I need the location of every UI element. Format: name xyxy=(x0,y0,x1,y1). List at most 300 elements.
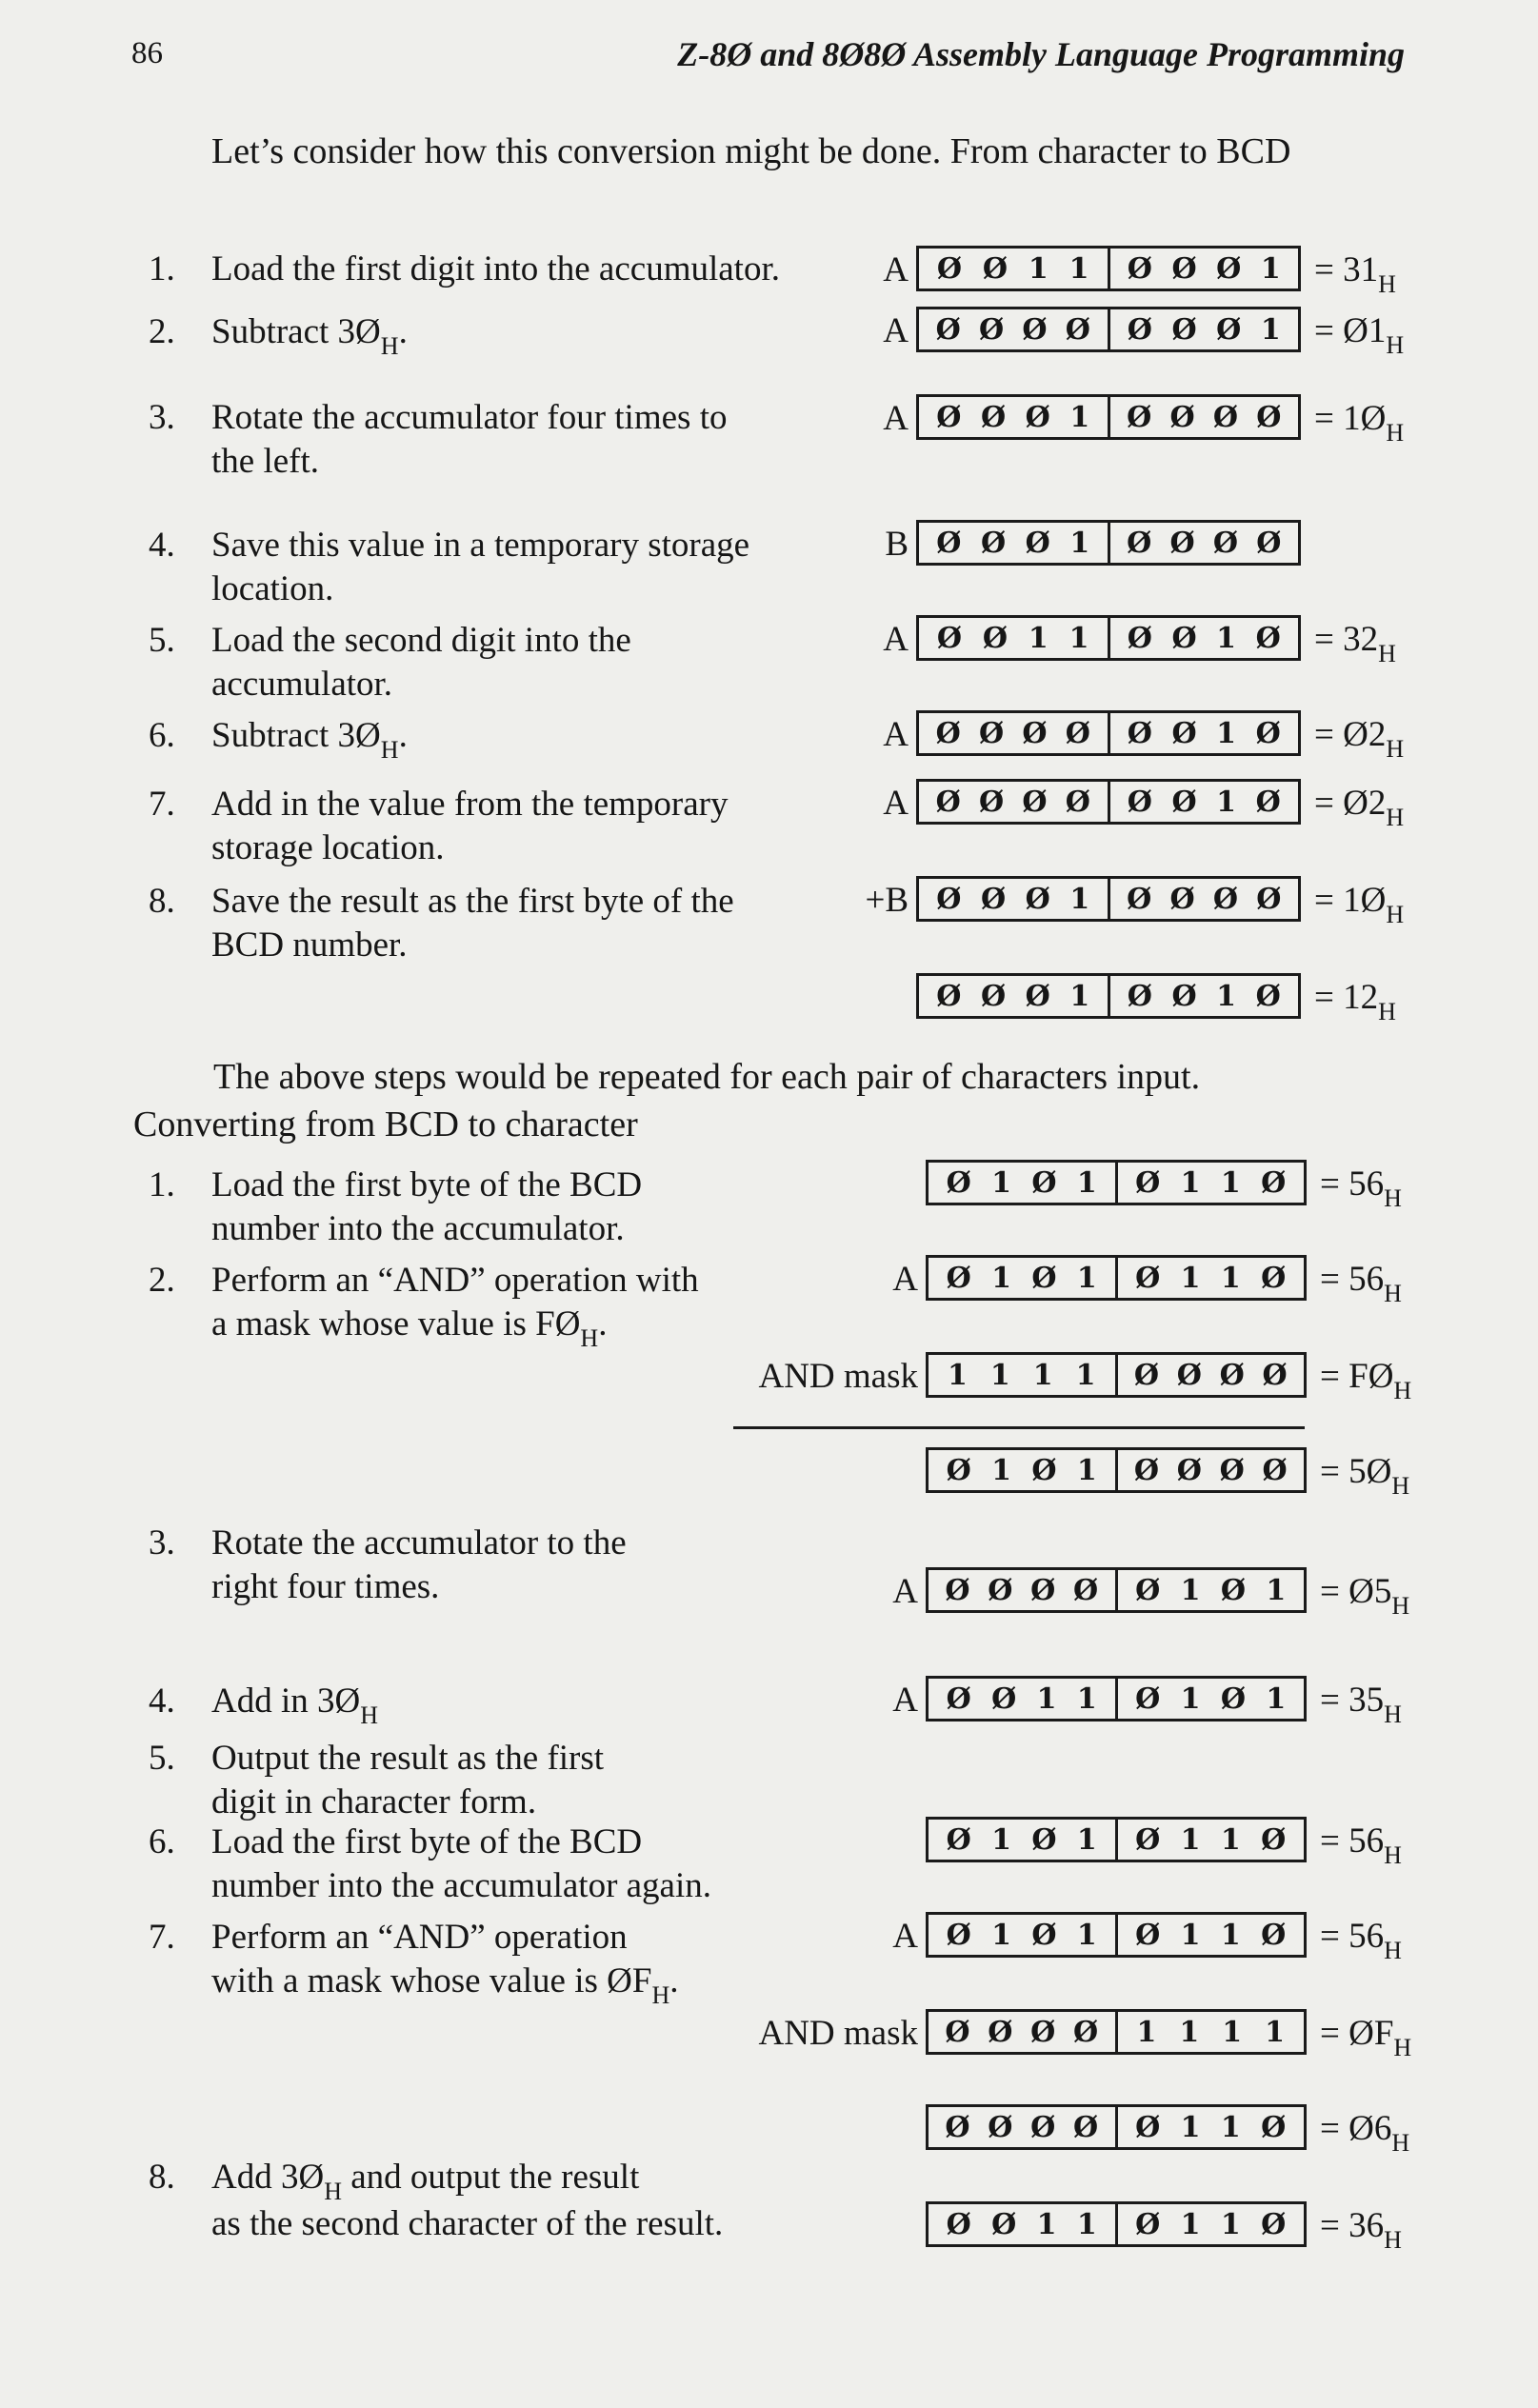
bit: Ø xyxy=(1135,1918,1161,1952)
bit: Ø xyxy=(980,400,1007,434)
bit: Ø xyxy=(1255,979,1281,1013)
bit: Ø xyxy=(1169,400,1195,434)
bit: Ø xyxy=(946,2207,971,2241)
bit: Ø xyxy=(1127,400,1152,434)
hex-subscript: H xyxy=(1384,2226,1402,2254)
bit: Ø xyxy=(935,716,961,750)
bit: 1 xyxy=(1076,1261,1097,1295)
step-text xyxy=(211,1680,379,1729)
bit: 1 xyxy=(1076,1822,1097,1857)
hex-subscript: H xyxy=(1384,1841,1402,1869)
step-line xyxy=(211,1960,679,2009)
step-number: 8. xyxy=(149,2158,175,2197)
step-text xyxy=(211,524,749,611)
step-line-text: Save this value in a temporary storage xyxy=(211,526,750,565)
bit: Ø xyxy=(936,251,963,286)
bit: Ø xyxy=(1255,716,1281,750)
bit: Ø xyxy=(1219,1358,1245,1392)
bit: Ø xyxy=(1262,1358,1288,1392)
bit: Ø xyxy=(946,1918,971,1952)
bit: Ø xyxy=(988,1573,1013,1607)
bit: 1 xyxy=(1260,251,1281,286)
step-line xyxy=(211,924,734,967)
middle-paragraph xyxy=(133,1053,1405,1101)
bit: 1 xyxy=(1180,1682,1201,1716)
bit: Ø xyxy=(1135,1165,1161,1200)
bit: Ø xyxy=(982,621,1009,655)
bit: Ø xyxy=(1022,716,1048,750)
step-text xyxy=(211,1522,627,1609)
hex-subscript: H xyxy=(1386,901,1405,928)
equals-value: = Ø2 xyxy=(1314,715,1387,754)
equals-value: = Ø5 xyxy=(1320,1572,1392,1611)
hex-result xyxy=(1320,1680,1402,1728)
bit: 1 xyxy=(1180,1573,1201,1607)
nibble xyxy=(1115,1258,1305,1298)
hex-subscript: H xyxy=(1386,331,1405,359)
bit: Ø xyxy=(1171,716,1197,750)
nibble xyxy=(929,1820,1115,1860)
bit-register-box xyxy=(916,307,1301,352)
step-number: 1. xyxy=(149,1165,175,1204)
bit: Ø xyxy=(1127,882,1152,916)
bit-register-box xyxy=(916,710,1301,756)
hex-subscript: H xyxy=(1391,1472,1410,1500)
nibble xyxy=(1115,1355,1305,1395)
equals-value: = Ø2 xyxy=(1314,784,1387,823)
step-line-tail: . xyxy=(398,312,408,351)
nibble xyxy=(1108,249,1299,289)
bit: 1 xyxy=(1180,1918,1201,1952)
step-line-text: location. xyxy=(211,569,334,608)
bit: Ø xyxy=(1212,882,1238,916)
nibble xyxy=(929,1915,1115,1955)
step-line xyxy=(211,663,631,706)
step-line xyxy=(211,1164,642,1207)
register-label: AND mask xyxy=(758,2014,918,2053)
equals-value: = 56 xyxy=(1320,1821,1385,1861)
bit: Ø xyxy=(991,1682,1017,1716)
bit: Ø xyxy=(1220,1573,1247,1607)
bit: Ø xyxy=(1135,1822,1161,1857)
register-label: A xyxy=(892,1681,918,1720)
step-line-tail: . xyxy=(398,716,408,755)
nibble xyxy=(1115,1915,1305,1955)
bit: 1 xyxy=(1036,2207,1057,2241)
bit-register-box xyxy=(916,973,1301,1019)
bit: Ø xyxy=(1171,785,1197,819)
step-line xyxy=(211,1821,711,1864)
step-line-text: accumulator. xyxy=(211,665,393,704)
register-label: A xyxy=(892,1917,918,1956)
bit: Ø xyxy=(1133,1358,1159,1392)
step-line-text: Add in the value from the temporary xyxy=(211,785,729,824)
bit: 1 xyxy=(948,1358,968,1392)
hex-result xyxy=(1314,783,1405,831)
step-line-text: Add in 3Ø xyxy=(211,1682,361,1721)
bit: Ø xyxy=(1030,2015,1056,2049)
bit: 1 xyxy=(1076,2207,1097,2241)
bit: Ø xyxy=(1031,1918,1057,1952)
bit-register-box xyxy=(926,1567,1307,1613)
equals-value: = FØ xyxy=(1320,1357,1394,1396)
bit: Ø xyxy=(1171,621,1197,655)
bit: Ø xyxy=(1025,882,1050,916)
bit: Ø xyxy=(936,979,962,1013)
nibble xyxy=(929,1355,1115,1395)
step-number: 6. xyxy=(149,1822,175,1861)
nibble xyxy=(1108,397,1299,437)
hex-subscript: H xyxy=(1378,998,1396,1025)
step-text xyxy=(211,396,727,484)
bit: Ø xyxy=(1025,400,1050,434)
step-line xyxy=(211,1864,711,1908)
bit: Ø xyxy=(1065,716,1090,750)
bit: 1 xyxy=(1028,251,1049,286)
step-number: 6. xyxy=(149,716,175,755)
step-number: 8. xyxy=(149,882,175,921)
step-number: 4. xyxy=(149,1682,175,1721)
step-line-text: Load the first byte of the BCD xyxy=(211,1822,643,1861)
hex-result xyxy=(1320,1164,1402,1212)
hex-subscript: H xyxy=(1386,804,1405,831)
bit: Ø xyxy=(946,1682,971,1716)
step-text xyxy=(211,619,631,706)
bit: 1 xyxy=(1265,2015,1285,2049)
hex-result xyxy=(1320,1916,1402,1964)
bit: Ø xyxy=(946,1822,971,1857)
step-line xyxy=(211,619,631,663)
step-line xyxy=(211,396,727,440)
step-line xyxy=(211,1303,699,1352)
bit: Ø xyxy=(1135,1573,1161,1607)
bit-register-box xyxy=(926,2104,1307,2150)
nibble xyxy=(1115,1163,1305,1203)
bit: Ø xyxy=(1135,1261,1161,1295)
step-line-text: Rotate the accumulator to the xyxy=(211,1523,627,1562)
nibble xyxy=(1115,2204,1305,2244)
nibble xyxy=(929,2012,1115,2052)
step-line-tail: . xyxy=(669,1961,679,2000)
nibble xyxy=(919,976,1108,1016)
step-line-text: Subtract 3Ø xyxy=(211,716,381,755)
bit: 1 xyxy=(1069,882,1090,916)
bit: 1 xyxy=(1220,1261,1241,1295)
step-line xyxy=(211,1680,379,1729)
register-label: A xyxy=(883,399,909,438)
nibble xyxy=(929,2204,1115,2244)
bit: Ø xyxy=(936,882,962,916)
bit: Ø xyxy=(1135,2110,1161,2144)
hex-subscript: H xyxy=(1391,1592,1410,1620)
bit: Ø xyxy=(1025,526,1050,560)
bit: Ø xyxy=(1127,312,1152,347)
step-number: 7. xyxy=(149,785,175,824)
bit: 1 xyxy=(1260,312,1281,347)
bit: Ø xyxy=(1171,312,1197,347)
bit: Ø xyxy=(945,2110,970,2144)
step-line-text: and output the result xyxy=(341,2158,640,2197)
step-line-text: the left. xyxy=(211,442,320,481)
hex-result xyxy=(1314,714,1405,763)
bit: Ø xyxy=(980,882,1007,916)
bit: 1 xyxy=(1076,1682,1097,1716)
nibble xyxy=(919,713,1108,753)
register-label: A xyxy=(883,311,909,350)
bit: 1 xyxy=(1180,2207,1201,2241)
register-label: B xyxy=(885,525,909,564)
step-line xyxy=(211,1737,604,1781)
bit: Ø xyxy=(978,716,1005,750)
equals-value: = Ø1 xyxy=(1314,311,1387,350)
bit: Ø xyxy=(1127,716,1152,750)
hex-subscript: H xyxy=(1386,419,1405,447)
bit-register-box xyxy=(916,520,1301,566)
nibble xyxy=(919,618,1108,658)
bit: Ø xyxy=(1256,400,1282,434)
intro-paragraph xyxy=(133,128,1405,175)
bit: Ø xyxy=(1212,400,1238,434)
register-label: +B xyxy=(865,881,909,920)
bit: Ø xyxy=(1255,785,1281,819)
equals-value: = 31 xyxy=(1314,250,1379,289)
equals-value: = 56 xyxy=(1320,1164,1385,1204)
step-line-text: number into the accumulator. xyxy=(211,1209,625,1248)
bit: 1 xyxy=(1216,785,1237,819)
register-label: A xyxy=(892,1572,918,1611)
hex-result xyxy=(1320,2013,1412,2061)
bit-register-box xyxy=(926,1447,1307,1493)
bit-register-box xyxy=(916,394,1301,440)
hex-result xyxy=(1320,1821,1402,1869)
bit: 1 xyxy=(989,1358,1010,1392)
bit: Ø xyxy=(1220,1682,1247,1716)
sum-rule xyxy=(733,1426,1305,1429)
bit: 1 xyxy=(1220,1918,1241,1952)
bit: 1 xyxy=(1069,251,1089,286)
bit: 1 xyxy=(1075,1358,1096,1392)
step-line-text: Rotate the accumulator four times to xyxy=(211,398,728,437)
bit: 1 xyxy=(1266,1682,1287,1716)
register-label: A xyxy=(892,1260,918,1299)
bit: 1 xyxy=(1069,621,1089,655)
hex-result xyxy=(1314,619,1396,667)
hex-subscript: H xyxy=(1393,2034,1412,2061)
bit: 1 xyxy=(1220,1822,1241,1857)
bit: 1 xyxy=(1076,1918,1097,1952)
register-label: A xyxy=(883,715,909,754)
nibble xyxy=(1115,2012,1305,2052)
hex-subscript: H xyxy=(1384,1937,1402,1964)
bit: Ø xyxy=(1261,1822,1287,1857)
hex-subscript: H xyxy=(1384,1184,1402,1212)
hex-subscript: H xyxy=(580,1324,599,1352)
bit: 1 xyxy=(991,1165,1012,1200)
bit: Ø xyxy=(1135,2207,1161,2241)
step-number: 3. xyxy=(149,1523,175,1562)
bit: Ø xyxy=(1025,979,1050,1013)
step-line-text: Save the result as the first byte of the xyxy=(211,882,734,921)
bit: 1 xyxy=(1136,2015,1157,2049)
nibble xyxy=(1108,976,1299,1016)
step-line xyxy=(211,1207,642,1251)
nibble xyxy=(919,879,1108,919)
bit-register-box xyxy=(926,1912,1307,1958)
nibble xyxy=(929,1163,1115,1203)
bit-register-box xyxy=(926,2009,1307,2055)
section2-title: Converting from BCD to character xyxy=(133,1104,638,1144)
bit: Ø xyxy=(1212,526,1238,560)
bit: Ø xyxy=(1216,312,1242,347)
bit: Ø xyxy=(1022,312,1048,347)
bit: Ø xyxy=(1261,2110,1287,2144)
bit: Ø xyxy=(1127,526,1152,560)
step-line-tail: . xyxy=(598,1304,608,1343)
step-line xyxy=(211,714,408,764)
running-title: Z-8Ø and 8Ø8Ø Assembly Language Programming xyxy=(677,35,1405,73)
equals-value: = Ø6 xyxy=(1320,2109,1392,2148)
bit: Ø xyxy=(991,2207,1017,2241)
step-text xyxy=(211,310,408,360)
step-line-text: a mask whose value is FØ xyxy=(211,1304,581,1343)
bit: 1 xyxy=(1216,979,1237,1013)
register-label: A xyxy=(883,784,909,823)
nibble xyxy=(1115,1820,1305,1860)
bit-register-box xyxy=(926,1817,1307,1862)
bit: Ø xyxy=(935,312,961,347)
step-line-text: digit in character form. xyxy=(211,1782,537,1821)
bit: Ø xyxy=(936,400,962,434)
equals-value: = 56 xyxy=(1320,1917,1385,1956)
step-text xyxy=(211,714,408,764)
nibble xyxy=(919,523,1108,563)
bit: Ø xyxy=(1219,1453,1245,1487)
equals-value: = 36 xyxy=(1320,2206,1385,2245)
nibble xyxy=(929,2107,1115,2147)
bit-register-box xyxy=(926,1676,1307,1721)
step-number: 2. xyxy=(149,1261,175,1300)
bit: Ø xyxy=(1030,1573,1056,1607)
step-number: 5. xyxy=(149,621,175,660)
step-text xyxy=(211,1737,604,1824)
step-line xyxy=(211,1565,627,1609)
bit: Ø xyxy=(1176,1453,1202,1487)
step-line xyxy=(211,248,780,291)
step-text xyxy=(211,248,780,291)
bit-register-box xyxy=(916,876,1301,922)
bit: 1 xyxy=(1180,1822,1201,1857)
nibble xyxy=(1115,1679,1305,1719)
bit: Ø xyxy=(1022,785,1048,819)
equals-value: = 56 xyxy=(1320,1260,1385,1299)
step-line-text: Load the second digit into the xyxy=(211,621,631,660)
bit: Ø xyxy=(1133,1453,1159,1487)
bit: 1 xyxy=(1036,1682,1057,1716)
nibble xyxy=(1108,309,1299,349)
bit: 1 xyxy=(1180,1165,1201,1200)
step-line xyxy=(211,1781,604,1824)
nibble xyxy=(1108,523,1299,563)
bit: 1 xyxy=(1069,526,1090,560)
step-number: 3. xyxy=(149,398,175,437)
nibble xyxy=(1108,618,1299,658)
hex-result xyxy=(1314,249,1396,298)
bit: Ø xyxy=(982,251,1009,286)
register-label: A xyxy=(883,620,909,659)
hex-subscript: H xyxy=(1393,1377,1412,1404)
bit: Ø xyxy=(1261,1261,1287,1295)
step-line-text: Perform an “AND” operation xyxy=(211,1918,628,1957)
nibble xyxy=(919,249,1108,289)
bit: Ø xyxy=(978,785,1005,819)
hex-subscript: H xyxy=(324,2178,342,2205)
bit: 1 xyxy=(1180,2110,1201,2144)
bit: 1 xyxy=(1180,1261,1201,1295)
step-line xyxy=(211,783,729,826)
register-label: AND mask xyxy=(758,1357,918,1396)
hex-result xyxy=(1314,398,1405,447)
bit: Ø xyxy=(1256,526,1282,560)
hex-subscript: H xyxy=(1378,270,1396,298)
bit: Ø xyxy=(1072,2110,1099,2144)
bit: Ø xyxy=(1065,785,1090,819)
hex-subscript: H xyxy=(380,736,399,764)
equals-value: = 5Ø xyxy=(1320,1452,1392,1491)
bit: Ø xyxy=(1065,312,1090,347)
bit: Ø xyxy=(1031,1261,1057,1295)
step-line-text: Perform an “AND” operation with xyxy=(211,1261,699,1300)
hex-subscript: H xyxy=(1391,2129,1410,2157)
bit: Ø xyxy=(1127,785,1152,819)
bit: Ø xyxy=(936,621,963,655)
hex-result xyxy=(1320,1451,1410,1500)
bit: 1 xyxy=(1032,1358,1053,1392)
nibble xyxy=(1115,1570,1305,1610)
bit: Ø xyxy=(988,2015,1013,2049)
bit: 1 xyxy=(991,1918,1012,1952)
bit: Ø xyxy=(1127,979,1152,1013)
hex-result xyxy=(1314,977,1396,1025)
step-line-text: Add 3Ø xyxy=(211,2158,325,2197)
hex-subscript: H xyxy=(1384,1701,1402,1728)
step-line-text: Output the result as the first xyxy=(211,1739,605,1778)
hex-result xyxy=(1314,880,1405,928)
step-number: 1. xyxy=(149,249,175,289)
bit: 1 xyxy=(991,1822,1012,1857)
bit: 1 xyxy=(1220,1165,1241,1200)
nibble xyxy=(1108,879,1299,919)
bit: Ø xyxy=(1135,1682,1161,1716)
step-line xyxy=(211,2202,723,2246)
bit: Ø xyxy=(1176,1358,1202,1392)
hex-result xyxy=(1320,2205,1402,2254)
step-line xyxy=(211,524,749,567)
step-line-text: Load the first digit into the accumulator. xyxy=(211,249,780,289)
nibble xyxy=(1115,1450,1305,1490)
bit: Ø xyxy=(946,1165,971,1200)
bit: Ø xyxy=(1261,1918,1287,1952)
bit-register-box xyxy=(926,1255,1307,1301)
middle-paragraph-text: The above steps would be repeated for each pair of characters input. xyxy=(213,1057,1201,1097)
hex-result xyxy=(1320,1571,1410,1620)
step-line-text: with a mask whose value is ØF xyxy=(211,1961,652,2000)
bit: 1 xyxy=(1266,1573,1287,1607)
bit: 1 xyxy=(991,1261,1012,1295)
bit: Ø xyxy=(978,312,1005,347)
nibble xyxy=(929,1679,1115,1719)
bit: 1 xyxy=(1222,2015,1243,2049)
bit: Ø xyxy=(1255,621,1281,655)
